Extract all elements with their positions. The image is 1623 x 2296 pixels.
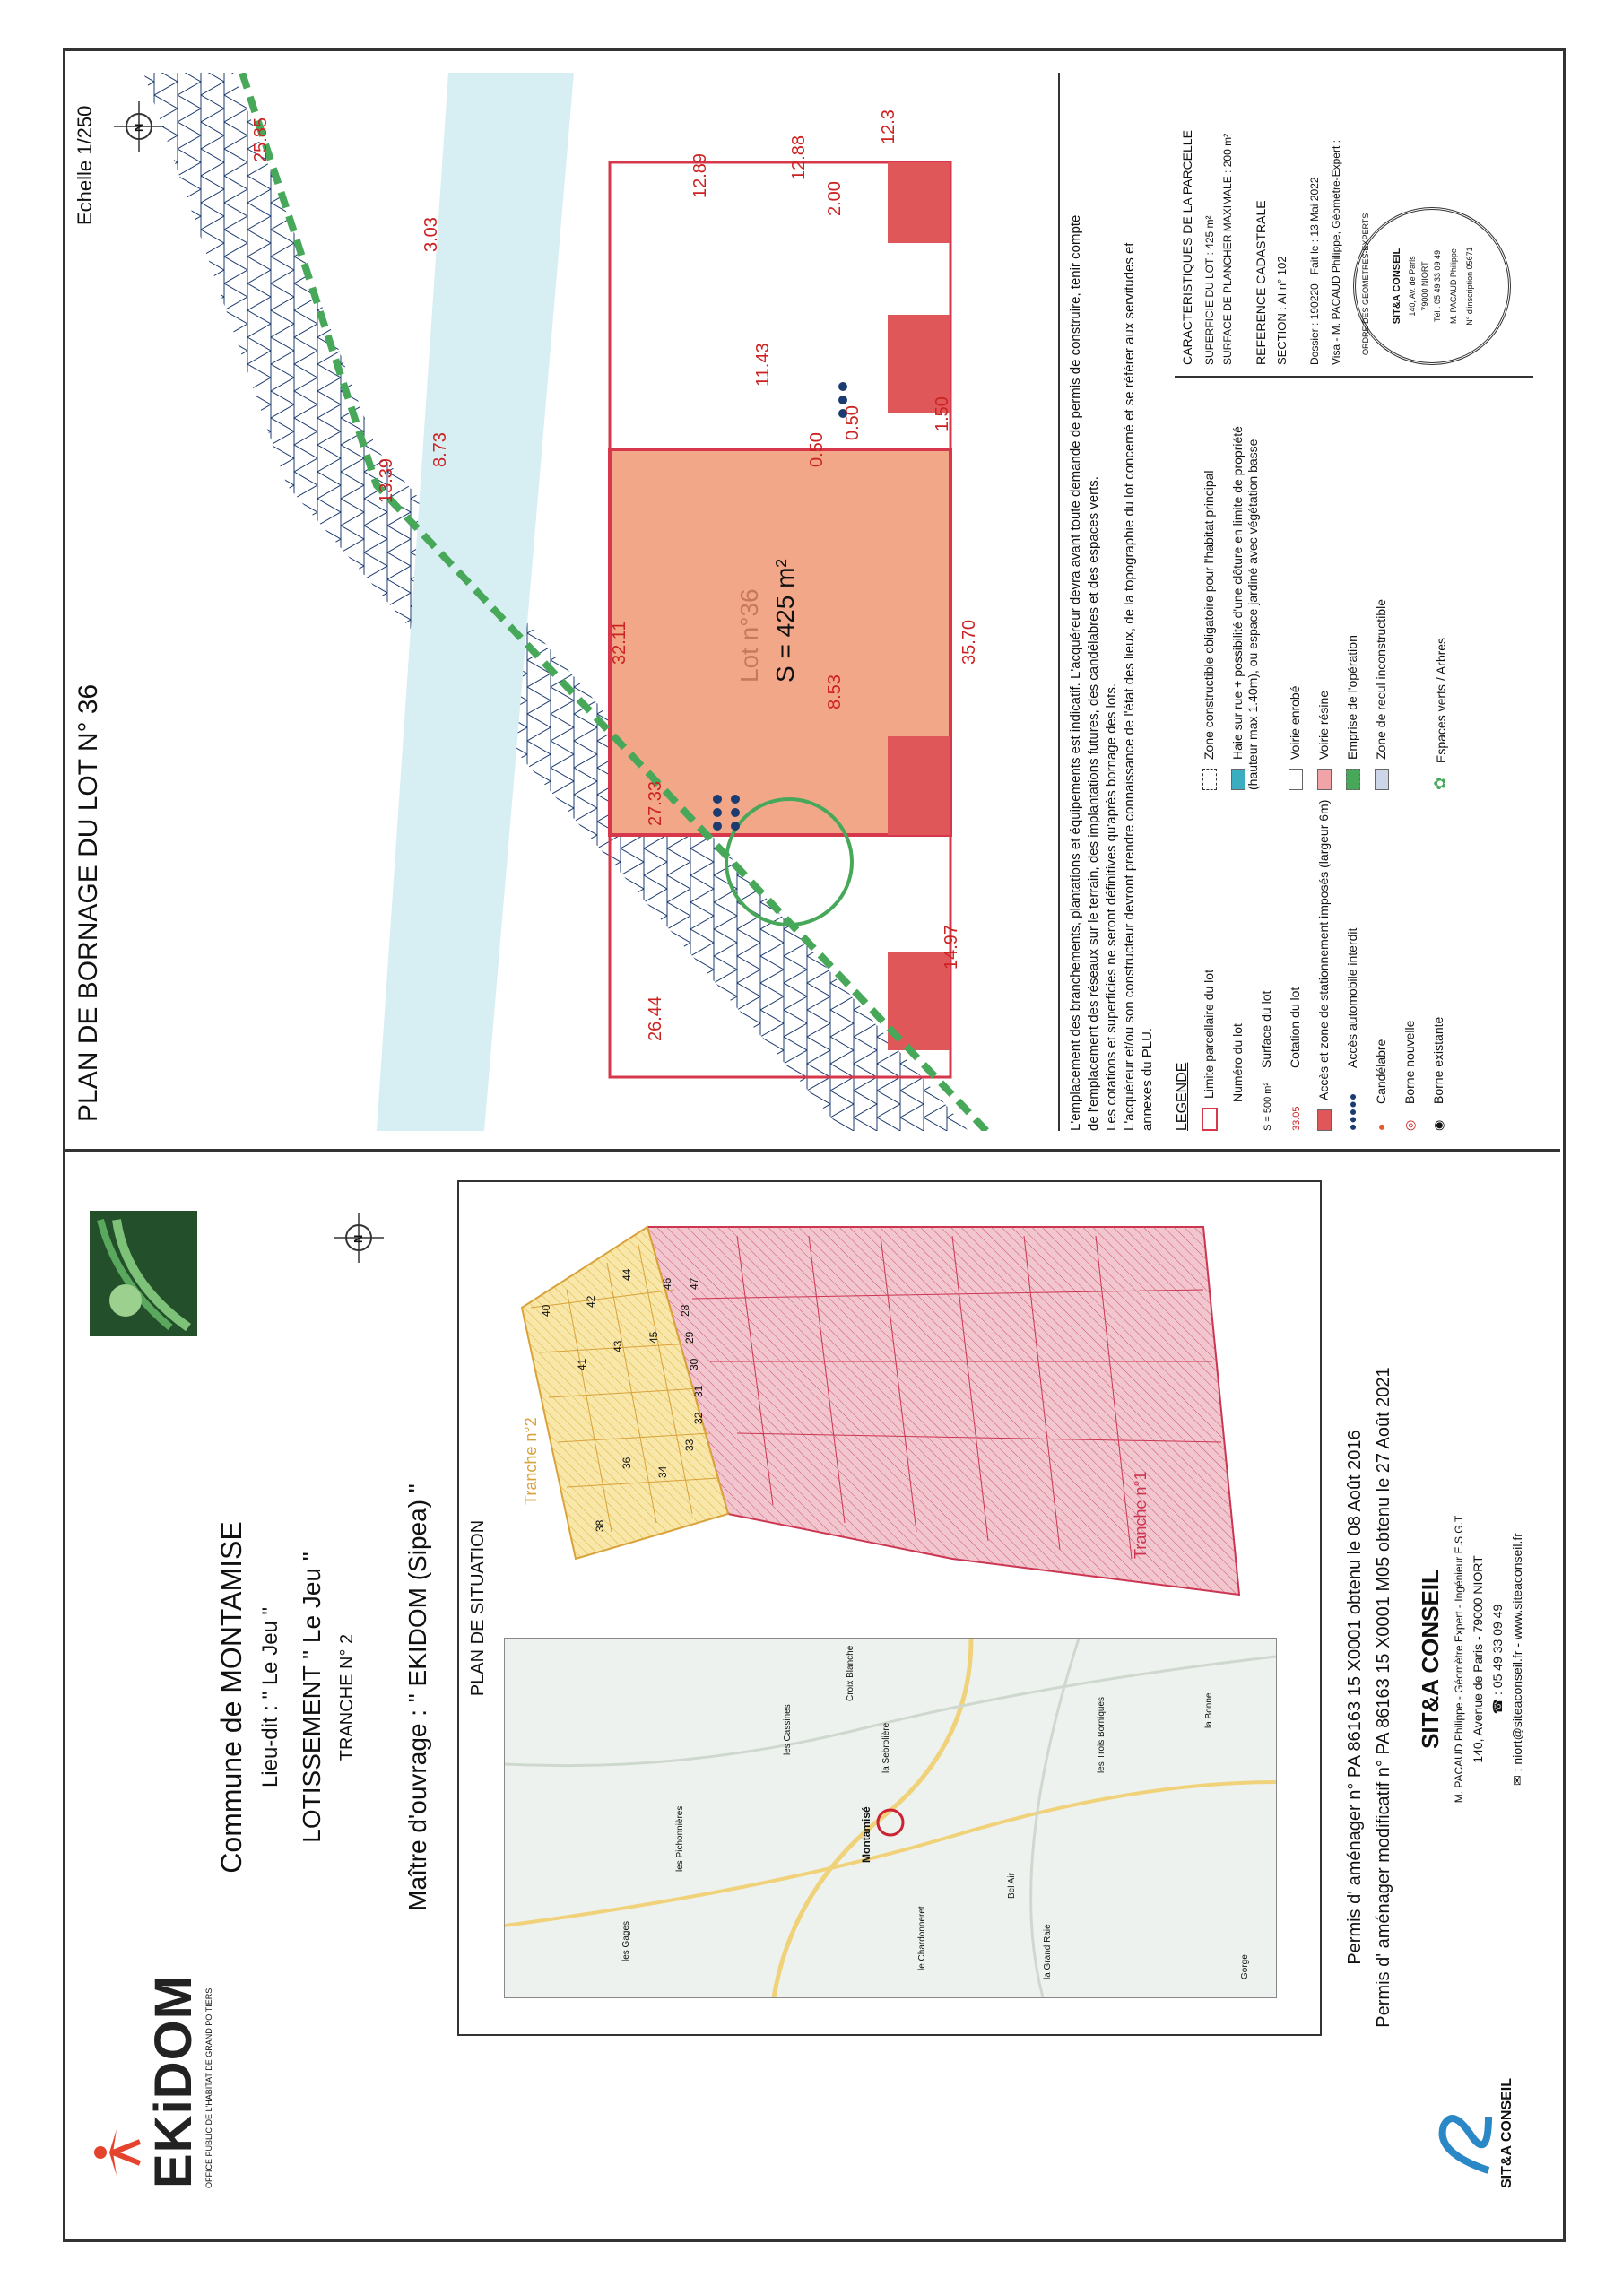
resin-road-swatch (1317, 769, 1332, 790)
note-line: L'acquéreur et/ou son constructeur devront prendre connaissance de l'état des lieux, de la topographie du lot concerné et se référer aux servitudes et (1122, 242, 1137, 1131)
lot-number: 29 (683, 1331, 696, 1344)
legend-label: Candélabre (1374, 1039, 1388, 1104)
tree-icon: ✿ (1431, 776, 1449, 790)
map-label: Montamisé (860, 1806, 872, 1863)
expert-stamp (1353, 207, 1511, 365)
note-line: L'emplacement des branchements, plantations et équipements est indicatif. L'acquéreur devra avant toute demande de permis de construire, tenir compte (1068, 214, 1083, 1131)
legend-sample: S = 500 m² (1263, 1082, 1273, 1131)
map-label: la Bonne (1204, 1692, 1214, 1728)
stamp-line: SIT&A CONSEIL (1392, 248, 1402, 325)
dimension-label: 13.39 (377, 457, 396, 503)
fait-le: Fait le : 13 Mai 2022 (1308, 177, 1321, 275)
road-network (505, 1639, 1276, 1997)
visa-label: Visa - M. PACAUD Philippe, Géomètre-Expert : (1330, 140, 1342, 365)
plot-drawing (108, 73, 1058, 1131)
dimension-label: 12.3 (879, 109, 898, 144)
legend-label: Borne nouvelle (1402, 1020, 1417, 1104)
lot-number-swatch (1232, 1111, 1245, 1131)
lot-number: 41 (576, 1358, 588, 1370)
bornage-title: PLAN DE BORNAGE DU LOT N° 36 (74, 683, 103, 1122)
notes-block (1067, 73, 1157, 1131)
legend-row (1288, 685, 1303, 790)
lot-number: 47 (688, 1277, 700, 1290)
company-web: ✉ : niort@siteaconseil.fr - www.siteaconseil.fr (1510, 1533, 1524, 1786)
north-label: N (352, 1234, 365, 1243)
stamp-line: 79000 NIORT (1420, 261, 1429, 311)
legend-sample: 33.05 (1291, 1106, 1302, 1131)
bornage-sheet (63, 54, 1560, 1149)
lot-number: 36 (621, 1457, 633, 1469)
scale-label: Echelle 1/250 (74, 105, 96, 225)
company-phone: ☎ : 05 49 33 09 49 (1490, 1604, 1505, 1715)
dimension-label: 12.88 (789, 135, 809, 180)
lot-number: 32 (692, 1412, 705, 1424)
legend-row (1345, 635, 1360, 790)
legend-label: Zone de recul inconstructible (1374, 599, 1388, 760)
dimension-label: 14.97 (942, 924, 961, 970)
stamp-line: M. PACAUD Philippe (1449, 248, 1458, 324)
lot-number: 40 (540, 1304, 552, 1317)
dimension-label: 2.00 (825, 181, 845, 216)
legend-label: Surface du lot (1259, 990, 1273, 1068)
legend-row (1431, 638, 1450, 790)
existing-marker-icon: ◉ (1431, 1119, 1445, 1131)
ekidom-figure-icon (90, 2117, 143, 2188)
dimension-label: 8.73 (430, 432, 450, 467)
lot-number: 38 (594, 1519, 606, 1532)
parcel-limit-swatch (1202, 1108, 1218, 1131)
operation-extent-swatch (1346, 769, 1360, 790)
map-label: la Grand Raie (1043, 1924, 1053, 1979)
legend-row (1345, 928, 1359, 1131)
map-label: Croix Blanche (846, 1645, 855, 1701)
lot-number: 42 (585, 1295, 597, 1308)
dimension-label: 8.53 (825, 674, 845, 709)
plancher-label: SURFACE DE PLANCHER MAXIMALE : (1221, 170, 1234, 365)
superficie-label: SUPERFICIE DU LOT : (1203, 252, 1216, 365)
permis-2: Permis d' aménager modificatif n° PA 86163 15 X0001 M05 obtenu le 27 Août 2021 (1374, 1367, 1393, 2028)
dossier-label: Dossier : 190220 (1308, 283, 1321, 365)
legend-row (1202, 470, 1217, 790)
sita-logo-text: SIT&A CONSEIL (1499, 2078, 1515, 2188)
note-line: de l'emplacement des réseaux sur le terrain, des implantations futures, des candélabres et des espaces verts. (1086, 476, 1101, 1131)
tranche2-label: Tranche n°2 (522, 1417, 540, 1505)
lot-number: 45 (647, 1331, 660, 1344)
dimension-label: 27.33 (646, 780, 665, 826)
brand-name: EKiDOM (144, 1975, 203, 2188)
map-label: la Sebrolière (881, 1722, 891, 1773)
legend-row (1316, 691, 1332, 790)
legend-label: Accès et zone de stationnement imposés (largeur 6m) (1316, 799, 1331, 1100)
lot-number: 30 (688, 1358, 700, 1370)
dimension-label: 26.44 (646, 996, 665, 1041)
ref-title: REFERENCE CADASTRALE (1254, 200, 1268, 365)
dimension-label: 35.70 (959, 619, 979, 665)
plancher-value: 200 m² (1221, 133, 1234, 168)
location-inset-map (504, 1638, 1277, 1998)
lot-number: 33 (683, 1439, 696, 1451)
legend-row (1259, 991, 1273, 1131)
legend-label: Zone constructible obligatoire pour l'habitat principal (1202, 470, 1216, 760)
ekidom-logo (90, 1975, 213, 2188)
legend-row (1230, 396, 1260, 790)
legend-row (1288, 987, 1302, 1131)
candelabre-icon: ● (1374, 1123, 1388, 1131)
company-line1: M. PACAUD Philippe - Géomètre Expert - Ingénieur E.S.G.T (1453, 1515, 1465, 1804)
legend-label: Numéro du lot (1230, 1023, 1245, 1102)
dimension-label: 3.03 (421, 217, 441, 252)
tranche-map (504, 1200, 1275, 1613)
map-label: le Chardonneret (917, 1906, 927, 1970)
legend-row (1431, 1017, 1446, 1131)
asphalt-road-swatch (1289, 769, 1303, 790)
legend-label: Accès automobile interdit (1345, 927, 1359, 1068)
lot-number: 43 (612, 1340, 624, 1352)
plan-situation-title: PLAN DE SITUATION (468, 1519, 488, 1697)
map-label: les Trois Borniques (1097, 1696, 1107, 1773)
lot-name: Lot n°36 (735, 588, 763, 683)
permis-1: Permis d' aménager n° PA 86163 15 X0001 obtenu le 08 Août 2016 (1345, 1430, 1365, 1965)
legend-row (1402, 1021, 1418, 1131)
commune-title: Commune de MONTAMISE (215, 1521, 247, 1874)
company-address: 140, Avenue de Paris - 79000 NIORT (1471, 1555, 1485, 1763)
situation-sheet (63, 1152, 1560, 2242)
access-zone-swatch (1317, 1109, 1332, 1131)
tranche-label: TRANCHE N° 2 (337, 1633, 357, 1761)
legend-row (1202, 970, 1218, 1131)
tranche1-label: Tranche n°1 (1132, 1471, 1150, 1559)
situation-map (457, 1180, 1322, 2036)
dimension-label: 25.85 (251, 117, 271, 162)
legend-label: Limite parcellaire du lot (1202, 970, 1216, 1099)
stamp-line: Tél : 05 49 33 09 49 (1433, 249, 1442, 323)
map-label: les Gages (621, 1920, 631, 1961)
legend-row (1230, 1023, 1245, 1131)
dots-swatch: ●●●●● (1345, 1092, 1359, 1131)
legend-label: Voirie résine (1316, 690, 1331, 760)
north-label: N (132, 123, 145, 132)
dimension-label: 12.89 (690, 152, 710, 198)
hedge-swatch (1231, 769, 1245, 790)
note-line: Les cotations et superficies ne seront définitives qu'après bornage des lots. (1104, 683, 1119, 1131)
map-label: Bel Air (1007, 1873, 1017, 1899)
lot-area: S = 425 m² (771, 559, 799, 683)
maitre-ouvrage: Maître d'ouvrage : " EKIDOM (Sipea) " (404, 1483, 431, 1911)
legend-label: Emprise de l'opération (1345, 635, 1359, 760)
lotissement-title: LOTISSEMENT " Le Jeu " (298, 1552, 325, 1843)
lot-number: 46 (661, 1277, 673, 1290)
sita-emblem-icon (1426, 2099, 1497, 2188)
note-line: annexes du PLU. (1140, 1027, 1155, 1131)
lot-number: 31 (692, 1385, 705, 1397)
map-label: les Pichonnières (675, 1805, 685, 1872)
setback-zone-swatch (1375, 769, 1389, 790)
lot-number: 34 (656, 1465, 669, 1478)
stamp-line: 140, Av. de Paris (1408, 256, 1417, 317)
dimension-label: 11.43 (753, 343, 773, 387)
stamp-line: N° d'inscription 05671 (1465, 247, 1474, 326)
company-name: SIT&A CONSEIL (1417, 1570, 1444, 1749)
map-label: Gorge (1240, 1954, 1250, 1979)
legend-row (1374, 1039, 1388, 1131)
montamise-logo (90, 1211, 197, 1336)
montamise-emblem-icon (90, 1211, 197, 1336)
new-marker-icon: ◎ (1402, 1119, 1417, 1131)
section-label: SECTION : (1275, 306, 1289, 365)
characteristics-box (1175, 60, 1533, 378)
legend-label: Cotation du lot (1288, 987, 1302, 1068)
legend-label: Voirie enrobé (1288, 685, 1302, 760)
dimension-label: 1.50 (933, 396, 952, 431)
lieu-dit: Lieu-dit : " Le Jeu " (258, 1606, 282, 1788)
legend-label: Borne existante (1431, 1016, 1445, 1104)
legend (1175, 396, 1533, 1131)
dimension-label: 0.50 (843, 405, 863, 440)
dimension-label: 32.11 (610, 621, 629, 665)
dimension-label: 0.50 (807, 432, 827, 467)
legend-title: LEGENDE (1175, 1062, 1190, 1131)
map-label: les Cassines (783, 1704, 793, 1755)
legend-row (1316, 800, 1332, 1131)
buildable-zone-swatch (1202, 769, 1217, 790)
lotissement-plan (504, 1200, 1275, 1613)
lot-number: 28 (679, 1304, 691, 1317)
legend-label: Espaces verts / Arbres (1434, 637, 1448, 763)
sita-logo (1426, 2078, 1515, 2188)
caract-title: CARACTERISTIQUES DE LA PARCELLE (1180, 130, 1194, 365)
brand-subtitle: OFFICE PUBLIC DE L'HABITAT DE GRAND POITIERS (204, 1987, 213, 2188)
superficie-value: 425 m² (1203, 215, 1216, 249)
lot-number: 44 (621, 1268, 633, 1281)
stamp-text: ORDRE DES GEOMETRES-EXPERTS (1361, 213, 1370, 355)
legend-row (1374, 599, 1389, 790)
section-value: AI n° 102 (1275, 256, 1289, 305)
legend-label: Haie sur rue + possibilité d'une clôture en limite de propriété (hauteur max 1.40m), ou espace jardiné avec végétation basse (1230, 426, 1261, 790)
north-arrow (332, 1211, 386, 1265)
bornage-plan (108, 73, 1060, 1131)
